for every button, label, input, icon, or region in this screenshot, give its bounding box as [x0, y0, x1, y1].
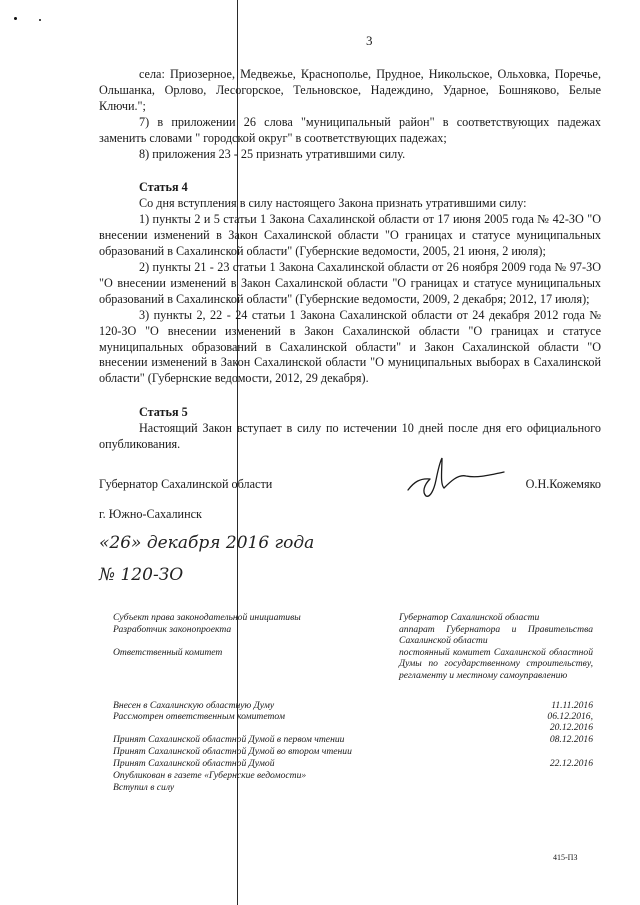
signing-date: [99, 533, 314, 553]
history-label: Рассмотрен ответственным комитетом: [113, 711, 285, 722]
article-4-item: 1) пункты 2 и 5 статьи 1 Закона Сахалинской области от 17 июня 2005 года № 42-ЗО "О внесении изменений в Закон Сахалинской области "О границах и статусе муниципальных образований в Сахалинской области" (Губернские ведомости, 2005, 21 июня, 2 июля);: [99, 212, 601, 259]
history-label: Принят Сахалинской областной Думой: [113, 758, 275, 769]
governor-name: О.Н.Кожемяко: [525, 477, 601, 491]
history-date: 08.12.2016: [549, 734, 593, 745]
paragraph: 7) в приложении 26 слова "муниципальный район" в соответствующих падежах заменить словами " городской округ" в соответствующих падежах;: [99, 114, 601, 145]
meta-label: Ответственный комитет: [113, 646, 223, 658]
history-date: 11.11.2016: [551, 700, 593, 711]
paragraph: 8) приложения 23 - 25 признать утратившими силу.: [139, 146, 406, 161]
history-row: [113, 711, 593, 733]
history-label: Принят Сахалинской областной Думой в первом чтении: [113, 734, 345, 745]
paragraph: села: Приозерное, Медвежье, Краснополье, Прудное, Никольское, Ольховка, Поречье, Ольшанка, Орлово, Лесогорское, Тельновское, Надеждино, Ударное, Бошняково, Белые Ключи.";: [99, 67, 601, 113]
history-row: [113, 770, 593, 781]
history-label: Внесен в Сахалинскую областную Думу: [113, 700, 275, 711]
article-5-text: Настоящий Закон вступает в силу по истечении 10 дней после дня его официального опубликования.: [99, 421, 601, 452]
scan-dot: [39, 19, 41, 21]
history-date: 22.12.2016: [549, 758, 593, 769]
meta-value: постоянный комитет Сахалинской областной Думы по государственному строительству, регламенту и местному самоуправлению: [399, 646, 593, 681]
meta-right: [399, 612, 593, 681]
article-4-intro: Со дня вступления в силу настоящего Закона признать утратившими силу:: [139, 196, 527, 211]
document-code: 415-ПЗ: [553, 853, 578, 862]
history-label: Принят Сахалинской областной Думой во втором чтении: [113, 746, 352, 757]
meta-value: аппарат Губернатора и Правительства Сахалинской области: [399, 623, 593, 646]
law-number: [99, 565, 183, 585]
handwritten-signature: [400, 452, 510, 502]
article-4-item: 2) пункты 21 - 23 статьи 1 Закона Сахалинской области от 26 ноября 2009 года № 97-ЗО "О внесении изменений в Закон Сахалинской области "О границах и статусе муниципальных образований в Сахалинской области" (Губернские ведомости, 2009, 2 декабря; 2012, 17 июля);: [99, 259, 601, 306]
history-date: 06.12.2016, 20.12.2016: [547, 711, 593, 733]
document-body: [99, 67, 601, 453]
history-row: [113, 758, 593, 769]
page-number: 3: [366, 33, 373, 48]
law-number-text: № 120-ЗО: [99, 565, 184, 585]
meta-spacer: [113, 635, 363, 647]
meta-label: Разработчик законопроекта: [113, 623, 232, 635]
meta-label: Субъект права законодательной инициативы: [113, 612, 301, 623]
meta-left: [113, 612, 363, 658]
history-row: [113, 746, 593, 757]
city: г. Южно-Сахалинск: [99, 507, 202, 521]
meta-value: Губернатор Сахалинской области: [399, 612, 540, 623]
scan-dot: [14, 17, 17, 20]
article-5-heading: Статья 5: [139, 405, 188, 420]
history-label: Вступил в силу: [113, 782, 175, 793]
history-row: [113, 782, 593, 793]
governor-title: Губернатор Сахалинской области: [99, 477, 273, 491]
signing-date-text: «26» декабря 2016 года: [99, 533, 315, 553]
history-row: [113, 700, 593, 711]
history-label: Опубликован в газете «Губернские ведомости»: [113, 770, 307, 781]
article-4-heading: Статья 4: [139, 180, 188, 195]
article-4-item: 3) пункты 2, 22 - 24 статьи 1 Закона Сахалинской области от 24 декабря 2012 года № 120-ЗО "О внесении изменений в Закон Сахалинской области "О границах и статусе муниципальных образований в Сахалинской области" и Закон Сахалинской области "О внесении изменений в Закон Сахалинской области "О муниципальных выборах в Сахалинской области" (Губернские ведомости, 2012, 29 декабря).: [99, 307, 601, 386]
history-row: [113, 734, 593, 745]
